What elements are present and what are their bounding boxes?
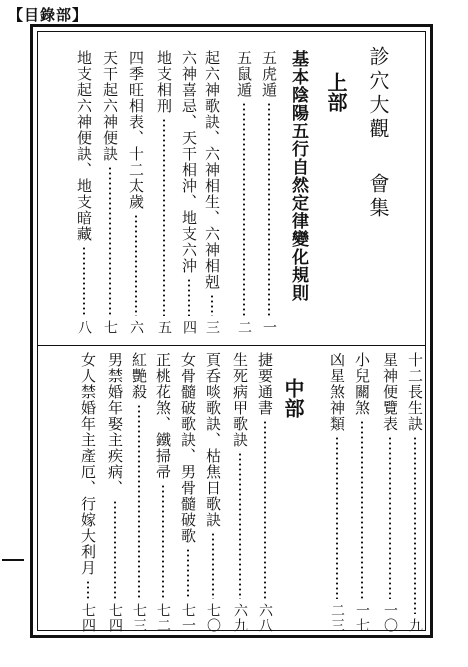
toc-entry-middle-2-page: 六九 [232, 603, 248, 633]
toc-entry-upper-5-leader [163, 118, 165, 316]
toc-entry-middle-8-page: 七四 [80, 603, 96, 633]
book-title: 診穴大觀 [366, 46, 390, 142]
toc-entry-upper-1-title: 五虎遁 [260, 50, 278, 98]
toc-entry-middle-top-3-title: 小兒關煞 [353, 352, 371, 416]
toc-entry-middle-top-4-leader [336, 436, 338, 599]
toc-entry-middle-3-page: 七〇 [205, 603, 221, 633]
toc-entry-middle-2-leader [239, 452, 241, 599]
toc-entry-middle-8-leader [87, 580, 89, 599]
toc-entry-middle-4-title: 女骨髓破歌訣、男骨髓破歌 [179, 352, 197, 544]
toc-entry-upper-6-title: 四季旺相表、十二太歲 [127, 50, 145, 210]
toc-entry-middle-5-leader [162, 484, 164, 599]
toc-entry-middle-5-page: 七二 [155, 603, 171, 633]
toc-entry-upper-2-page: 二 [236, 320, 252, 335]
toc-entry-middle-top-1-title: 十二長生訣 [406, 352, 424, 432]
volume-label: 會集 [366, 173, 390, 221]
margin-mark [2, 559, 24, 561]
toc-entry-middle-3-title: 頁呑啖歌訣、枯焦日歌訣 [204, 352, 222, 528]
toc-entry-upper-4-title: 六神喜忌、天干相沖、地支六沖 [180, 50, 198, 274]
toc-entry-upper-7-leader [109, 166, 111, 316]
toc-entry-middle-7-leader [114, 500, 116, 599]
toc-entry-middle-5-title: 正桃花煞、鐵掃帚 [154, 352, 172, 480]
toc-entry-middle-top-3-leader [361, 420, 363, 599]
toc-entry-upper-5-title: 地支相刑 [155, 50, 173, 114]
toc-entry-upper-8-leader [83, 246, 85, 316]
toc-entry-middle-8-title: 女人禁婚年主產厄、行嫁大利月 [79, 352, 97, 576]
toc-entry-middle-4-page: 七一 [180, 603, 196, 633]
toc-entry-upper-6-page: 六 [128, 320, 144, 335]
toc-entry-upper-4-page: 四 [181, 320, 197, 335]
toc-entry-upper-2-leader [243, 102, 245, 316]
toc-entry-middle-1-title: 捷要通書 [256, 352, 274, 416]
toc-entry-upper-2-title: 五鼠遁 [235, 50, 253, 98]
toc-entry-middle-1-page: 六八 [257, 603, 273, 633]
toc-entry-middle-7-title: 男禁婚年娶主疾病、 [106, 352, 124, 496]
toc-entry-middle-3-leader [212, 532, 214, 599]
toc-entry-upper-1-leader [268, 102, 270, 316]
toc-entry-upper-4-leader [188, 278, 190, 316]
toc-entry-middle-top-1-page: 九 [407, 618, 423, 633]
section-label-middle: 中部 [281, 378, 305, 418]
toc-entry-middle-6-title: 紅艷殺 [130, 352, 148, 400]
toc-entry-upper-1-page: 一 [261, 320, 277, 335]
toc-entry-middle-top-2-page: 一〇 [382, 603, 398, 633]
toc-entry-upper-3-page: 三 [204, 320, 220, 335]
toc-entry-upper-7-title: 天干起六神便訣 [101, 50, 119, 162]
toc-entry-middle-4-leader [187, 548, 189, 599]
section-heading-upper: 基本陰陽五行自然定律變化規則 [288, 50, 308, 302]
toc-entry-upper-5-page: 五 [156, 320, 172, 335]
catalog-section-tag: 【目錄部】 [8, 6, 89, 24]
toc-entry-upper-3-title: 起六神歌訣、六神相生、六神相剋 [203, 50, 221, 290]
toc-entry-middle-top-4-page: 二三 [329, 603, 345, 633]
toc-entry-middle-top-3-page: 一七 [354, 603, 370, 633]
toc-entry-middle-2-title: 生死病甲歌訣 [231, 352, 249, 448]
toc-entry-middle-1-leader [264, 420, 266, 599]
section-divider [37, 345, 426, 346]
section-label-upper: 上部 [324, 72, 348, 112]
toc-entry-middle-6-page: 七三 [131, 603, 147, 633]
toc-entry-middle-7-page: 七四 [107, 603, 123, 633]
toc-entry-upper-6-leader [135, 214, 137, 316]
toc-entry-middle-top-1-leader [414, 436, 416, 614]
toc-entry-middle-6-leader [138, 404, 140, 599]
toc-entry-upper-3-leader [211, 294, 213, 316]
toc-entry-upper-8-title: 地支起六神便訣、地支暗藏 [75, 50, 93, 242]
toc-entry-middle-top-2-title: 星神便覽表 [381, 352, 399, 432]
toc-entry-upper-8-page: 八 [76, 320, 92, 335]
toc-entry-middle-top-4-title: 凶星煞神類 [328, 352, 346, 432]
toc-entry-upper-7-page: 七 [102, 320, 118, 335]
toc-entry-middle-top-2-leader [389, 436, 391, 599]
